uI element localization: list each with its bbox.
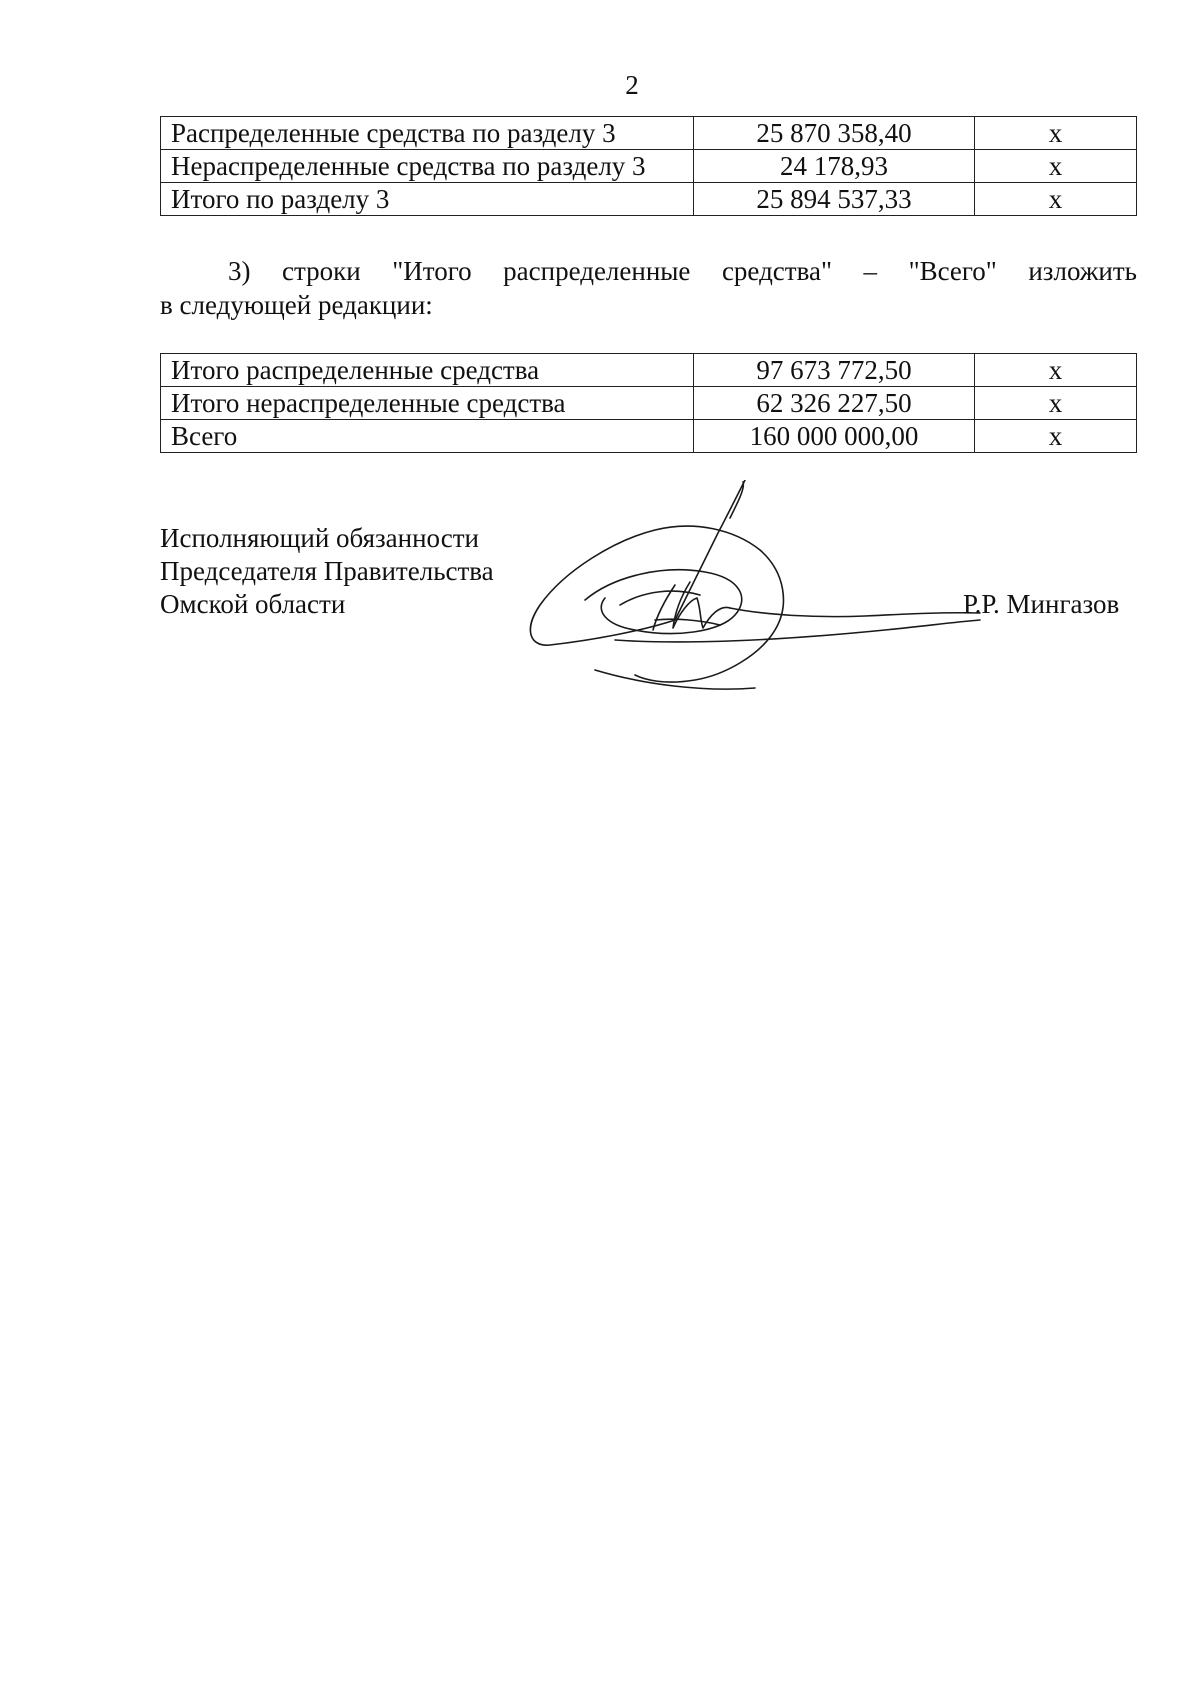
row-mark: x [975, 150, 1137, 183]
section3-table [160, 116, 1137, 216]
row-label: Итого по разделу 3 [161, 183, 694, 216]
signer-title-line: Исполняющий обязанности [160, 523, 479, 553]
table-row [161, 117, 1137, 150]
row-mark: x [975, 420, 1137, 453]
row-amount: 97 673 772,50 [694, 354, 975, 387]
amendment-paragraph [160, 254, 1137, 322]
row-mark: x [975, 183, 1137, 216]
row-amount: 24 178,93 [694, 150, 975, 183]
row-mark: x [975, 117, 1137, 150]
row-label: Итого нераспределенные средства [161, 387, 694, 420]
row-label: Всего [161, 420, 694, 453]
table-row [161, 387, 1137, 420]
table-row [161, 354, 1137, 387]
row-label: Итого распределенные средства [161, 354, 694, 387]
row-mark: x [975, 387, 1137, 420]
row-label: Распределенные средства по разделу 3 [161, 117, 694, 150]
row-amount: 160 000 000,00 [694, 420, 975, 453]
table-row [161, 183, 1137, 216]
handwritten-signature [525, 480, 985, 700]
row-amount: 25 870 358,40 [694, 117, 975, 150]
row-amount: 62 326 227,50 [694, 387, 975, 420]
signer-title [160, 522, 494, 621]
table-row [161, 150, 1137, 183]
paragraph-line: в следующей редакции: [160, 290, 433, 320]
paragraph-line: 3) строки "Итого распределенные средства" – "Всего" изложить [228, 256, 1137, 286]
signer-name: Р.Р. Мингазов [963, 589, 1120, 619]
signer-title-line: Председателя Правительства [160, 556, 494, 586]
totals-table [160, 353, 1137, 453]
row-mark: x [975, 354, 1137, 387]
row-label: Нераспределенные средства по разделу 3 [161, 150, 694, 183]
row-amount: 25 894 537,33 [694, 183, 975, 216]
table-row [161, 420, 1137, 453]
signer-title-line: Омской области [160, 589, 346, 619]
page-number: 2 [625, 70, 639, 100]
